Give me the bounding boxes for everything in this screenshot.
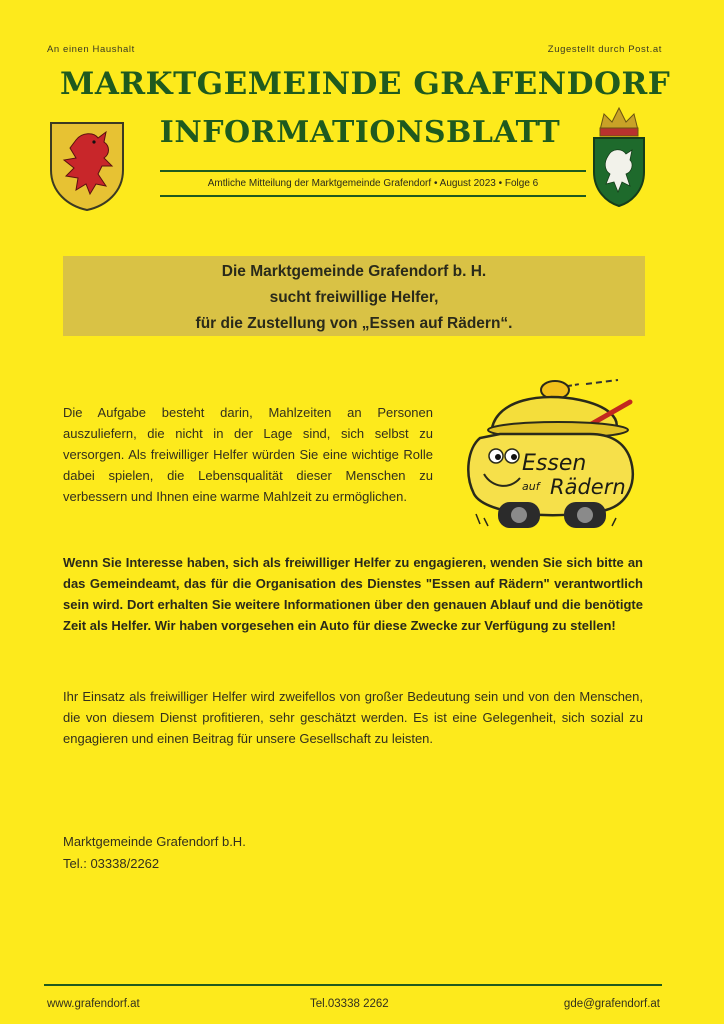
mascot-word-essen: Essen [522,451,587,476]
mascot-word-raedern: Rädern [550,475,626,499]
footer-website-link[interactable]: www.grafendorf.at [47,998,140,1010]
contact-instructions: Wenn Sie Interesse haben, sich als freiwilliger Helfer zu engagieren, wenden Sie sich bitte an das Gemeindeamt, das für die Organisation des Dienstes "Essen auf Rädern" verantwortlich sein wird. Dort erhalten Sie weitere Informationen über den genauen Ablauf und die benötigte Zeit als Helfer. Wir haben vorgesehen ein Auto für diese Zwecke zur Verfügung zu stellen! [63,555,643,633]
header-rule-top [160,170,586,172]
footer-rule [44,984,662,986]
header-rule-bottom [160,195,586,197]
essen-auf-raedern-mascot [440,378,640,538]
address-line: An einen Haushalt [47,44,135,55]
newsletter-title: INFORMATIONSBLATT [159,115,561,150]
signature-name: Marktgemeinde Grafendorf b.H. [63,834,246,849]
banner-line-2: sucht freiwillige Helfer, [269,289,439,306]
headline-banner [63,256,645,336]
closing-paragraph: Ihr Einsatz als freiwilliger Helfer wird zweifellos von großer Bedeutung sein und von den Menschen, die von diesem Dienst profitieren, sehr geschätzt werden. Es ist eine Gelegenheit, sich sozial zu engagieren und einen Beitrag für unsere Gesellschaft zu leisten. [63,689,643,746]
styria-coat-of-arms-icon [590,104,648,208]
banner-line-3: für die Zustellung von „Essen auf Rädern“. [195,315,513,332]
delivery-note: Zugestellt durch Post.at [547,44,662,55]
intro-paragraph: Die Aufgabe besteht darin, Mahlzeiten an Personen auszuliefern, die nicht in der Lage sind, sich selbst zu versorgen. Als freiwilliger Helfer würden Sie eine wichtige Rolle dabei spielen, die Lebensqualität dieser Menschen zu verbessern und Ihnen eine warme Mahlzeit zu ermöglichen. [63,405,433,504]
municipality-title: MARKTGEMEINDE GRAFENDORF [60,66,671,102]
footer-phone: Tel.03338 2262 [310,998,389,1010]
mascot-word-auf: auf [522,480,540,493]
grafendorf-coat-of-arms-icon [48,120,126,212]
footer-email-link[interactable]: gde@grafendorf.at [563,998,660,1010]
signature-phone: Tel.: 03338/2262 [63,856,160,871]
banner-line-1: Die Marktgemeinde Grafendorf b. H. [221,263,487,280]
issue-subtitle: Amtliche Mitteilung der Marktgemeinde Grafendorf • August 2023 • Folge 6 [207,178,539,189]
